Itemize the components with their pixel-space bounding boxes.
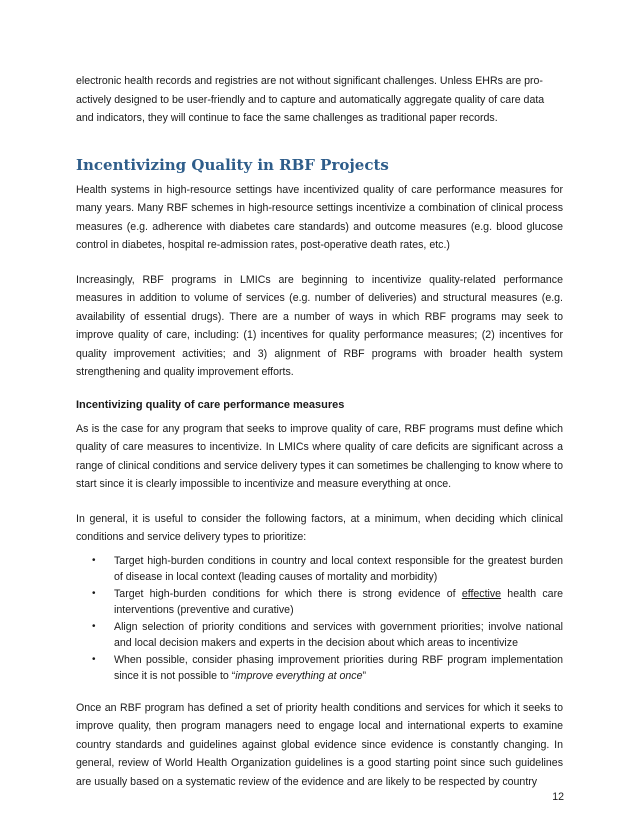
list-item bbox=[76, 586, 563, 619]
bullet-icon: • bbox=[92, 587, 96, 599]
list-item bbox=[76, 652, 563, 685]
list-item-text-end: ” bbox=[362, 670, 367, 682]
intro-paragraph: electronic health records and registries are not without significant challenges. Unless EHRs are pro-actively designed to be user-friendly and to capture and automatically aggregate quality of care data and indicators, they will continue to face the same challenges as traditional paper records. bbox=[76, 75, 545, 124]
paragraph-priority-conditions: Once an RBF program has defined a set of priority health conditions and services for which it seeks to improve quality, then program managers need to engage local and international experts to examine country standards and guidelines against global evidence since evidence is constantly changing. In general, review of World Health Organization guidelines is a good starting point since such guidelines are usually based on a systematic review of the evidence and are likely to be respected by country bbox=[76, 701, 563, 788]
section-heading: Incentivizing Quality in RBF Projects bbox=[76, 155, 389, 174]
list-item-text: Target high-burden conditions in country and local context responsible for the greatest burden of disease in local context (leading causes of mortality and morbidity) bbox=[114, 554, 563, 583]
subsection-heading: Incentivizing quality of care performance measures bbox=[76, 398, 345, 411]
paragraph-define-measures: As is the case for any program that seeks to improve quality of care, RBF programs must define which quality of care measures to incentivize. In LMICs where quality of care deficits are significant across a range of clinical conditions and service delivery types it can sometimes be challenging to know where to start since it is clearly impossible to incentivize and measure everything at once. bbox=[76, 422, 563, 490]
list-item bbox=[76, 619, 563, 652]
list-item-text-end: health care interventions (preventive and curative) bbox=[114, 587, 563, 616]
page-number: 12 bbox=[552, 791, 564, 803]
bullet-icon: • bbox=[92, 653, 96, 665]
bullet-icon: • bbox=[92, 554, 96, 566]
list-item-text: When possible, consider phasing improvement priorities during RBF program implementation since it is not possible to “ bbox=[114, 653, 563, 682]
paragraph-factors: In general, it is useful to consider the following factors, at a minimum, when deciding which clinical conditions and service delivery types to prioritize: bbox=[76, 512, 563, 543]
paragraph-lmics: Increasingly, RBF programs in LMICs are beginning to incentivize quality-related performance measures in addition to volume of services (e.g. number of deliveries) and structural measures (e.g. availability of essential drugs). There are a number of ways in which RBF programs may seek to improve quality of care, including: (1) incentives for quality performance measures; (2) incentives for quality improvement activities; and 3) alignment of RBF programs with broader health system strengthening and quality improvement efforts. bbox=[76, 273, 563, 378]
priority-factors-list bbox=[76, 553, 563, 685]
underlined-word: effective bbox=[461, 587, 502, 600]
bullet-icon: • bbox=[92, 620, 96, 632]
paragraph-health-systems: Health systems in high-resource settings have incentivized quality of care performance measures for many years. Many RBF schemes in high-resource settings incentivize a combination of clinical process measures (e.g. adherence with diabetes care standards) and outcome measures (e.g. blood glucose control in diabetes, hospital re-admission rates, post-operative death rates, etc.) bbox=[76, 183, 563, 251]
list-item bbox=[76, 553, 563, 586]
italic-quote: improve everything at once bbox=[235, 670, 363, 682]
list-item-text: Align selection of priority conditions and services with government priorities; involve national and local decision makers and experts in the decision about which areas to incentivize bbox=[114, 620, 563, 649]
page-content bbox=[76, 72, 563, 791]
list-item-text: Target high-burden conditions for which there is strong evidence of bbox=[114, 587, 462, 600]
